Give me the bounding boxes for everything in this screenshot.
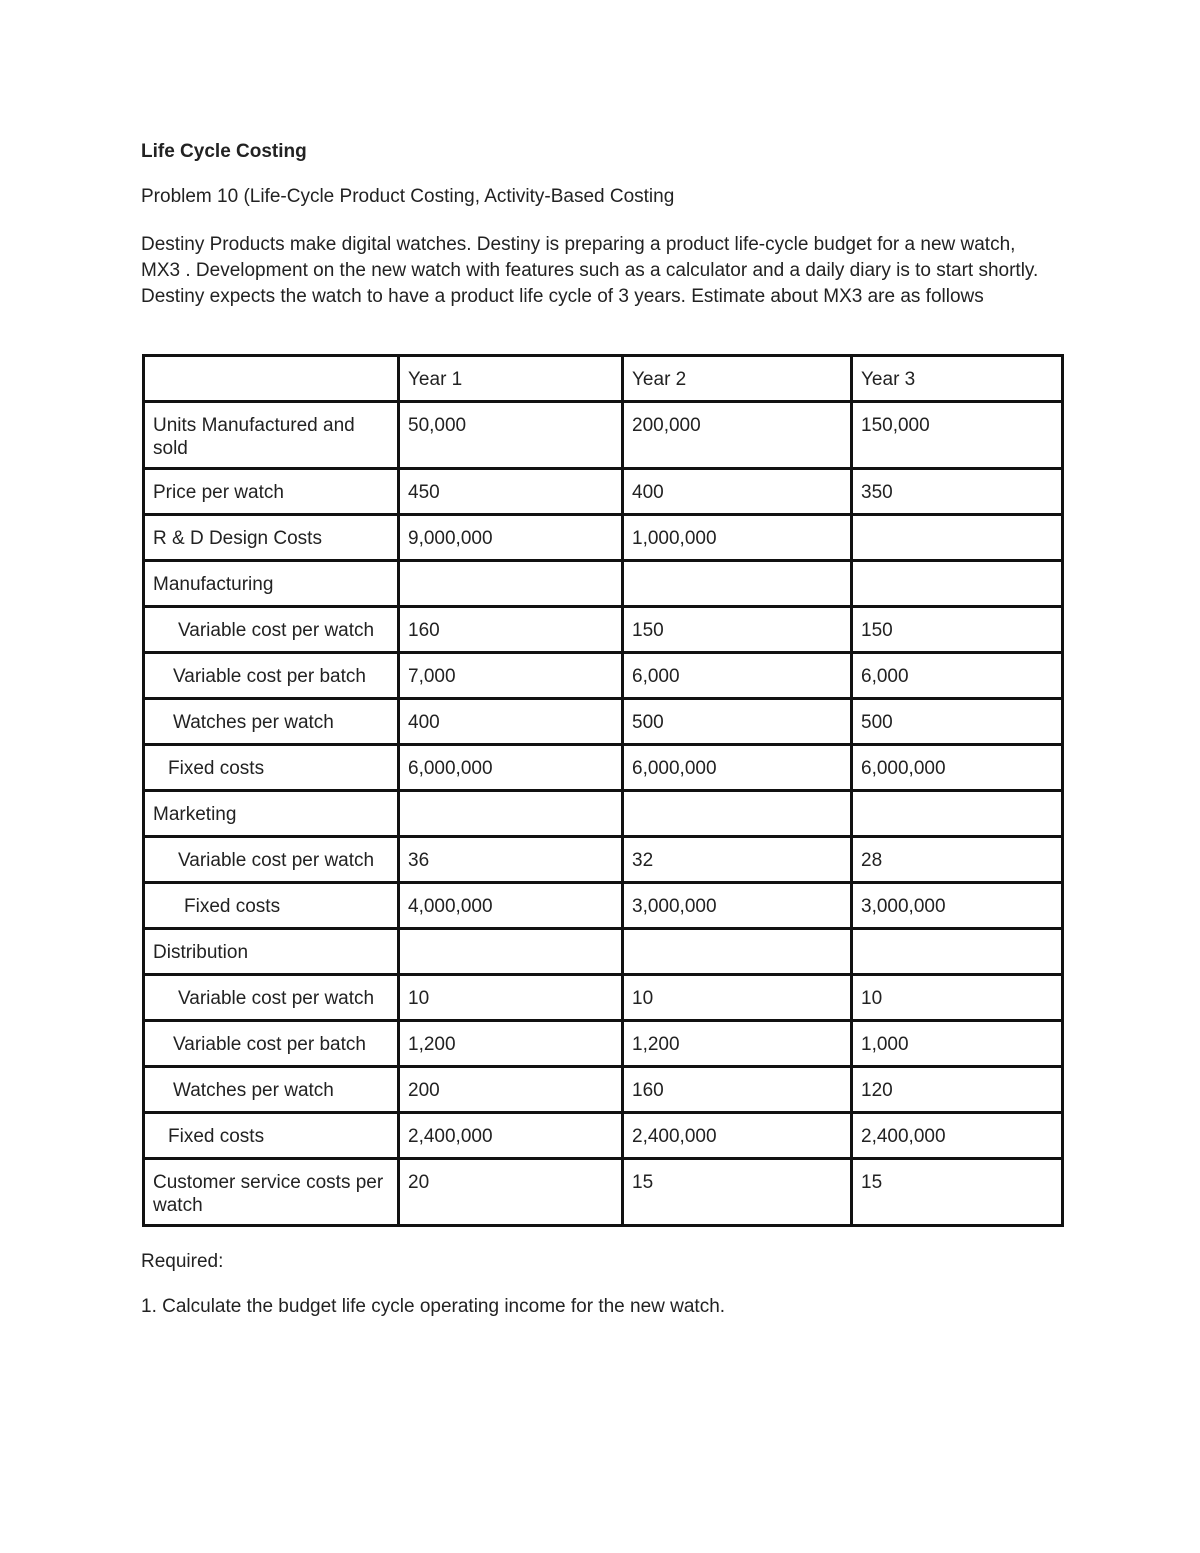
row-label: Fixed costs — [144, 883, 399, 929]
table-cell: 150 — [852, 607, 1063, 653]
table-cell: 1,200 — [623, 1021, 852, 1067]
table-row — [144, 1113, 1063, 1159]
table-cell: 160 — [623, 1067, 852, 1113]
row-label: Variable cost per batch — [144, 1021, 399, 1067]
row-label: Variable cost per watch — [144, 607, 399, 653]
table-row — [144, 653, 1063, 699]
table-cell: 32 — [623, 837, 852, 883]
table-cell: 6,000,000 — [623, 745, 852, 791]
table-cell — [623, 791, 852, 837]
table-row — [144, 699, 1063, 745]
table-cell: 10 — [399, 975, 623, 1021]
table-cell: 3,000,000 — [623, 883, 852, 929]
header-cell: Year 1 — [399, 356, 623, 402]
table-row — [144, 1067, 1063, 1113]
table-header-row — [144, 356, 1063, 402]
header-cell: Year 3 — [852, 356, 1063, 402]
row-label: Watches per watch — [144, 699, 399, 745]
table-row — [144, 883, 1063, 929]
table-row — [144, 469, 1063, 515]
problem-heading: Problem 10 (Life-Cycle Product Costing, Activity-Based Costing — [141, 186, 675, 207]
table-cell — [852, 929, 1063, 975]
table-cell: 6,000,000 — [399, 745, 623, 791]
row-label: Customer service costs per watch — [144, 1159, 399, 1226]
table-cell: 150,000 — [852, 402, 1063, 469]
table-cell: 36 — [399, 837, 623, 883]
table-cell — [852, 791, 1063, 837]
table-cell: 500 — [623, 699, 852, 745]
intro-paragraph: Destiny Products make digital watches. Destiny is preparing a product life-cycle budget for a new watch, MX3 . Development on the new watch with features such as a calculator and a daily diary is to start shortly. Destiny expects the watch to have a product life cycle of 3 years. Estimate about MX3 are as follows — [141, 234, 1039, 307]
table-cell — [399, 791, 623, 837]
table-cell: 20 — [399, 1159, 623, 1226]
table-cell: 2,400,000 — [623, 1113, 852, 1159]
table-cell: 2,400,000 — [399, 1113, 623, 1159]
table-cell: 400 — [399, 699, 623, 745]
table-cell: 15 — [852, 1159, 1063, 1226]
row-label: Price per watch — [144, 469, 399, 515]
table-cell: 120 — [852, 1067, 1063, 1113]
table-cell: 160 — [399, 607, 623, 653]
table-cell: 1,200 — [399, 1021, 623, 1067]
table-row — [144, 561, 1063, 607]
table-cell: 1,000,000 — [623, 515, 852, 561]
row-label: Fixed costs — [144, 745, 399, 791]
header-cell: Year 2 — [623, 356, 852, 402]
table-row — [144, 1021, 1063, 1067]
table-row — [144, 929, 1063, 975]
table-cell: 500 — [852, 699, 1063, 745]
table-cell: 3,000,000 — [852, 883, 1063, 929]
table-cell: 450 — [399, 469, 623, 515]
row-label: Marketing — [144, 791, 399, 837]
row-label: Variable cost per batch — [144, 653, 399, 699]
table-cell: 400 — [623, 469, 852, 515]
table-cell: 6,000,000 — [852, 745, 1063, 791]
table-cell: 6,000 — [623, 653, 852, 699]
required-label: Required: — [141, 1251, 224, 1272]
table-row — [144, 515, 1063, 561]
document-title: Life Cycle Costing — [141, 141, 307, 162]
table-cell: 9,000,000 — [399, 515, 623, 561]
row-label: Variable cost per watch — [144, 975, 399, 1021]
table-cell — [623, 561, 852, 607]
table-cell — [852, 515, 1063, 561]
table-cell: 15 — [623, 1159, 852, 1226]
table-row — [144, 975, 1063, 1021]
table-cell — [852, 561, 1063, 607]
table-cell: 200 — [399, 1067, 623, 1113]
table-cell: 1,000 — [852, 1021, 1063, 1067]
row-label: R & D Design Costs — [144, 515, 399, 561]
row-label: Manufacturing — [144, 561, 399, 607]
table-cell: 7,000 — [399, 653, 623, 699]
table-cell: 10 — [852, 975, 1063, 1021]
estimates-table — [142, 354, 1064, 1227]
table-cell: 2,400,000 — [852, 1113, 1063, 1159]
row-label: Distribution — [144, 929, 399, 975]
table-row — [144, 1159, 1063, 1226]
table-row — [144, 837, 1063, 883]
header-cell — [144, 356, 399, 402]
question-text: 1. Calculate the budget life cycle operating income for the new watch. — [141, 1296, 726, 1317]
table-cell: 28 — [852, 837, 1063, 883]
table-row — [144, 745, 1063, 791]
row-label: Variable cost per watch — [144, 837, 399, 883]
table-cell — [399, 561, 623, 607]
table-cell — [623, 929, 852, 975]
table-cell: 6,000 — [852, 653, 1063, 699]
table-cell: 50,000 — [399, 402, 623, 469]
row-label: Units Manufactured and sold — [144, 402, 399, 469]
table-cell: 200,000 — [623, 402, 852, 469]
table-cell: 4,000,000 — [399, 883, 623, 929]
table-cell: 150 — [623, 607, 852, 653]
table-cell — [399, 929, 623, 975]
table-row — [144, 402, 1063, 469]
row-label: Fixed costs — [144, 1113, 399, 1159]
table-cell: 10 — [623, 975, 852, 1021]
row-label: Watches per watch — [144, 1067, 399, 1113]
table-row — [144, 791, 1063, 837]
table-row — [144, 607, 1063, 653]
table-cell: 350 — [852, 469, 1063, 515]
